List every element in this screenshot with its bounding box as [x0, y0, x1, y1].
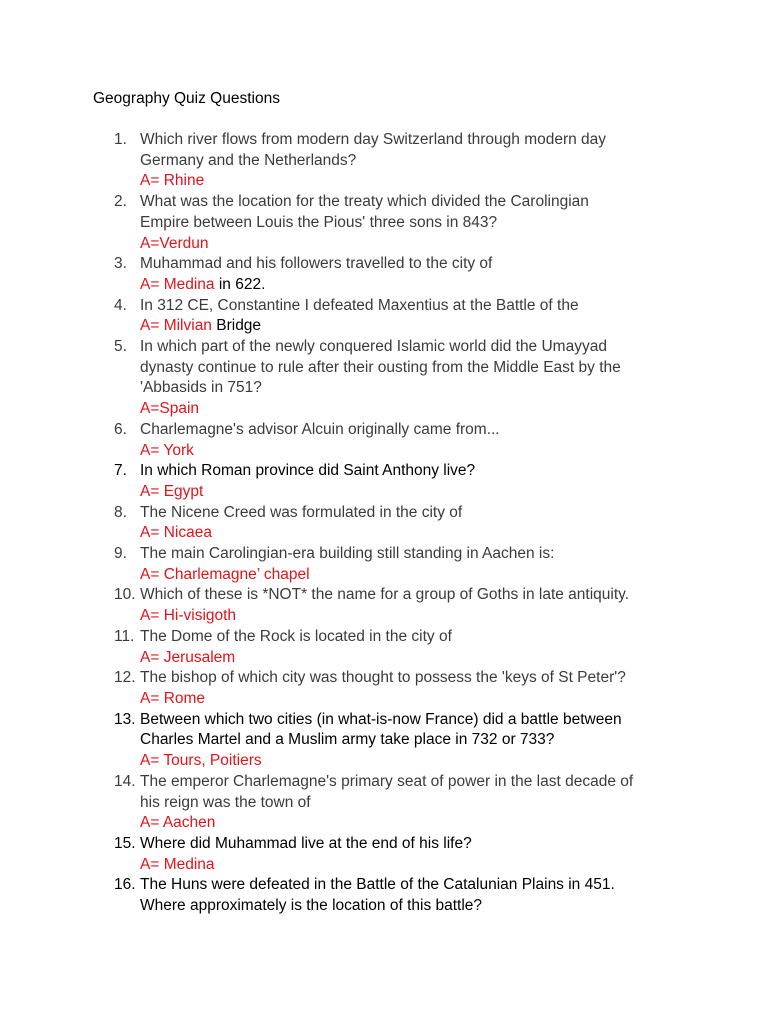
question-number: 8. [114, 503, 127, 521]
answer-text: A= Charlemagne’ chapel [140, 565, 310, 583]
question-text: Which of these is *NOT* the name for a group of Goths in late antiquity. [140, 586, 630, 604]
question-number: 9. [114, 545, 127, 563]
answer-line [140, 399, 700, 420]
question-body [140, 254, 700, 295]
question-text: Between which two cities (in what-is-now France) did a battle between [140, 710, 622, 728]
question-item [0, 875, 768, 916]
question-number: 6. [114, 420, 127, 438]
question-text: Muhammad and his followers travelled to the city of [140, 255, 493, 273]
question-body [140, 772, 700, 834]
question-body [140, 710, 700, 772]
question-item [0, 627, 768, 668]
question-item [0, 585, 768, 626]
question-text: The Nicene Creed was formulated in the city of [140, 503, 463, 521]
answer-text: A= Rome [140, 689, 206, 707]
answer-text: A= Aachen [140, 814, 216, 832]
answer-line [140, 523, 700, 544]
question-number: 3. [114, 255, 127, 273]
question-item [0, 296, 768, 337]
question-item [0, 254, 768, 295]
answer-line [140, 316, 700, 337]
question-text: Charlemagne's advisor Alcuin originally came from... [140, 420, 500, 438]
question-body [140, 503, 700, 544]
question-body [140, 461, 700, 502]
question-number: 7. [114, 462, 127, 480]
question-item [0, 130, 768, 192]
question-item [0, 461, 768, 502]
question-body [140, 420, 700, 461]
question-number: 1. [114, 131, 127, 148]
answer-line [140, 441, 700, 462]
answer-text: A=Verdun [140, 234, 209, 252]
answer-line [140, 855, 700, 876]
answer-line [140, 751, 700, 772]
question-item [0, 503, 768, 544]
question-text: The Huns were defeated in the Battle of the Catalunian Plains in 451. [140, 876, 615, 894]
answer-line [140, 565, 700, 586]
question-text: Charles Martel and a Muslim army take place in 732 or 733? [140, 731, 555, 749]
question-item [0, 337, 768, 420]
answer-line [140, 171, 700, 192]
question-body [140, 834, 700, 875]
question-text: Where did Muhammad live at the end of his life? [140, 834, 472, 852]
answer-suffix: Bridge [211, 317, 262, 335]
question-text: The emperor Charlemagne's primary seat of power in the last decade of [140, 772, 634, 790]
answer-text: A= Tours, Poitiers [140, 752, 262, 770]
question-item [0, 420, 768, 461]
question-body [140, 627, 700, 668]
answer-line [140, 813, 700, 834]
question-text: Germany and the Netherlands? [140, 151, 357, 169]
question-number: 11. [114, 627, 135, 645]
question-number: 15. [114, 834, 136, 852]
question-text: In which Roman province did Saint Anthony live? [140, 462, 476, 480]
question-number: 10. [114, 586, 136, 604]
question-number: 5. [114, 338, 127, 356]
question-text: dynasty continue to rule after their ousting from the Middle East by the [140, 358, 621, 376]
question-item [0, 192, 768, 254]
answer-line [140, 482, 700, 503]
question-text: The Dome of the Rock is located in the city of [140, 627, 452, 645]
question-text: What was the location for the treaty which divided the Carolingian [140, 193, 589, 211]
question-item [0, 710, 768, 772]
answer-text: A= Medina [140, 275, 215, 293]
question-text: his reign was the town of [140, 793, 311, 811]
question-body [140, 296, 700, 337]
question-item [0, 668, 768, 709]
question-number: 13. [114, 710, 136, 728]
question-number: 14. [114, 772, 136, 790]
answer-text: A=Spain [140, 400, 200, 418]
question-body [140, 130, 700, 192]
question-text: Which river flows from modern day Switzerland through modern day [140, 131, 607, 148]
question-text: 'Abbasids in 751? [140, 379, 262, 397]
question-text: Empire between Louis the Pious' three sons in 843? [140, 213, 498, 231]
question-list [0, 130, 768, 917]
answer-text: A= York [140, 441, 194, 459]
question-number: 12. [114, 669, 136, 687]
question-number: 2. [114, 193, 127, 211]
question-body [140, 337, 700, 420]
answer-text: A= Milvian [140, 317, 212, 335]
question-body [140, 192, 700, 254]
question-text: In 312 CE, Constantine I defeated Maxentius at the Battle of the [140, 296, 579, 314]
question-text: The main Carolingian-era building still standing in Aachen is: [140, 545, 555, 563]
answer-text: A= Jerusalem [140, 648, 236, 666]
question-text: Where approximately is the location of this battle? [140, 897, 483, 915]
answer-line [140, 234, 700, 255]
question-item [0, 544, 768, 585]
answer-text: A= Rhine [140, 172, 205, 190]
answer-line [140, 689, 700, 710]
question-text: In which part of the newly conquered Islamic world did the Umayyad [140, 338, 607, 356]
answer-text: A= Medina [140, 855, 215, 873]
answer-line [140, 606, 700, 627]
question-text: The bishop of which city was thought to possess the 'keys of St Peter'? [140, 669, 626, 687]
question-body [140, 544, 700, 585]
document-title: Geography Quiz Questions [93, 90, 280, 107]
question-number: 16. [114, 876, 136, 894]
question-body [140, 585, 700, 626]
question-body [140, 875, 700, 916]
question-item [0, 834, 768, 875]
answer-line [140, 275, 700, 296]
answer-suffix: in 622. [214, 275, 266, 293]
question-item [0, 772, 768, 834]
question-number: 4. [114, 296, 127, 314]
answer-text: A= Nicaea [140, 524, 212, 542]
question-body [140, 668, 700, 709]
answer-text: A= Hi-visigoth [140, 607, 237, 625]
answer-text: A= Egypt [140, 482, 204, 500]
answer-line [140, 648, 700, 669]
